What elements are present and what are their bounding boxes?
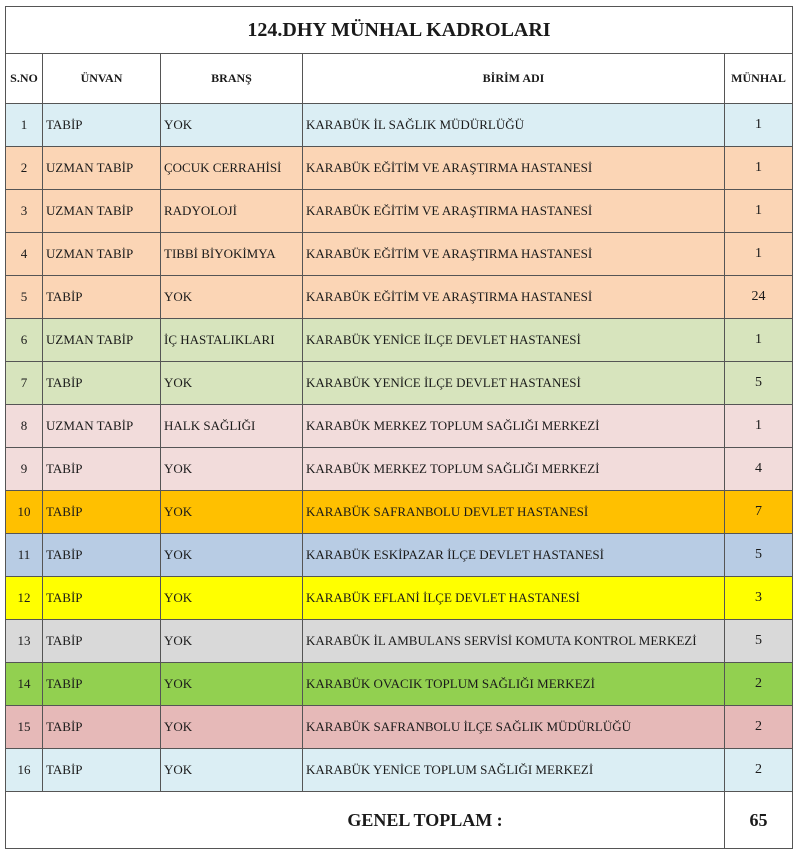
cell-birim: KARABÜK EĞİTİM VE ARAŞTIRMA HASTANESİ — [303, 190, 725, 233]
cell-birim: KARABÜK İL AMBULANS SERVİSİ KOMUTA KONTROL MERKEZİ — [303, 620, 725, 663]
cell-sno: 3 — [6, 190, 43, 233]
total-value: 65 — [725, 792, 793, 849]
cell-munhal: 1 — [725, 405, 793, 448]
cell-brans: YOK — [161, 749, 303, 792]
table-row — [6, 147, 793, 190]
cell-sno: 11 — [6, 534, 43, 577]
cell-unvan: TABİP — [43, 276, 161, 319]
cell-sno: 6 — [6, 319, 43, 362]
table-row — [6, 491, 793, 534]
cell-brans: YOK — [161, 491, 303, 534]
cell-munhal: 7 — [725, 491, 793, 534]
table-row — [6, 448, 793, 491]
cell-birim: KARABÜK OVACIK TOPLUM SAĞLIĞI MERKEZİ — [303, 663, 725, 706]
header-munhal: MÜNHAL — [725, 54, 793, 104]
cell-unvan: UZMAN TABİP — [43, 190, 161, 233]
cell-birim: KARABÜK İL SAĞLIK MÜDÜRLÜĞÜ — [303, 104, 725, 147]
cell-sno: 1 — [6, 104, 43, 147]
cell-unvan: UZMAN TABİP — [43, 233, 161, 276]
cell-birim: KARABÜK EFLANİ İLÇE DEVLET HASTANESİ — [303, 577, 725, 620]
vacancy-table — [5, 6, 793, 849]
cell-brans: YOK — [161, 663, 303, 706]
table-row — [6, 362, 793, 405]
cell-sno: 10 — [6, 491, 43, 534]
table-row — [6, 663, 793, 706]
cell-munhal: 5 — [725, 534, 793, 577]
cell-munhal: 2 — [725, 706, 793, 749]
cell-sno: 4 — [6, 233, 43, 276]
cell-birim: KARABÜK YENİCE TOPLUM SAĞLIĞI MERKEZİ — [303, 749, 725, 792]
table-row — [6, 620, 793, 663]
cell-munhal: 1 — [725, 190, 793, 233]
cell-unvan: TABİP — [43, 706, 161, 749]
cell-sno: 8 — [6, 405, 43, 448]
cell-birim: KARABÜK EĞİTİM VE ARAŞTIRMA HASTANESİ — [303, 276, 725, 319]
cell-munhal: 5 — [725, 362, 793, 405]
cell-unvan: UZMAN TABİP — [43, 405, 161, 448]
header-sno: S.NO — [6, 54, 43, 104]
cell-sno: 12 — [6, 577, 43, 620]
cell-brans: İÇ HASTALIKLARI — [161, 319, 303, 362]
cell-unvan: TABİP — [43, 362, 161, 405]
cell-brans: YOK — [161, 362, 303, 405]
cell-birim: KARABÜK MERKEZ TOPLUM SAĞLIĞI MERKEZİ — [303, 448, 725, 491]
table-body — [6, 104, 793, 792]
cell-munhal: 1 — [725, 233, 793, 276]
table-row — [6, 233, 793, 276]
table-row — [6, 749, 793, 792]
cell-brans: YOK — [161, 534, 303, 577]
cell-unvan: UZMAN TABİP — [43, 319, 161, 362]
cell-unvan: TABİP — [43, 577, 161, 620]
header-unvan: ÜNVAN — [43, 54, 161, 104]
header-birim: BİRİM ADI — [303, 54, 725, 104]
cell-sno: 16 — [6, 749, 43, 792]
cell-brans: YOK — [161, 448, 303, 491]
cell-birim: KARABÜK SAFRANBOLU DEVLET HASTANESİ — [303, 491, 725, 534]
cell-unvan: UZMAN TABİP — [43, 147, 161, 190]
cell-brans: RADYOLOJİ — [161, 190, 303, 233]
cell-sno: 2 — [6, 147, 43, 190]
cell-sno: 5 — [6, 276, 43, 319]
cell-birim: KARABÜK EĞİTİM VE ARAŞTIRMA HASTANESİ — [303, 147, 725, 190]
cell-unvan: TABİP — [43, 749, 161, 792]
cell-brans: YOK — [161, 276, 303, 319]
cell-munhal: 3 — [725, 577, 793, 620]
table-row — [6, 190, 793, 233]
cell-sno: 15 — [6, 706, 43, 749]
total-label: GENEL TOPLAM : — [6, 792, 725, 849]
cell-sno: 9 — [6, 448, 43, 491]
cell-munhal: 1 — [725, 104, 793, 147]
cell-munhal: 1 — [725, 319, 793, 362]
cell-munhal: 2 — [725, 663, 793, 706]
cell-unvan: TABİP — [43, 620, 161, 663]
cell-sno: 14 — [6, 663, 43, 706]
cell-birim: KARABÜK MERKEZ TOPLUM SAĞLIĞI MERKEZİ — [303, 405, 725, 448]
cell-unvan: TABİP — [43, 448, 161, 491]
footer-row — [6, 792, 793, 849]
cell-sno: 13 — [6, 620, 43, 663]
cell-unvan: TABİP — [43, 534, 161, 577]
cell-birim: KARABÜK YENİCE İLÇE DEVLET HASTANESİ — [303, 319, 725, 362]
cell-unvan: TABİP — [43, 104, 161, 147]
cell-munhal: 2 — [725, 749, 793, 792]
cell-birim: KARABÜK SAFRANBOLU İLÇE SAĞLIK MÜDÜRLÜĞÜ — [303, 706, 725, 749]
cell-munhal: 5 — [725, 620, 793, 663]
cell-brans: TIBBİ BİYOKİMYA — [161, 233, 303, 276]
table-row — [6, 319, 793, 362]
cell-birim: KARABÜK ESKİPAZAR İLÇE DEVLET HASTANESİ — [303, 534, 725, 577]
cell-sno: 7 — [6, 362, 43, 405]
cell-munhal: 4 — [725, 448, 793, 491]
table-row — [6, 405, 793, 448]
header-brans: BRANŞ — [161, 54, 303, 104]
table-title: 124.DHY MÜNHAL KADROLARI — [6, 7, 793, 54]
cell-munhal: 24 — [725, 276, 793, 319]
cell-brans: HALK SAĞLIĞI — [161, 405, 303, 448]
cell-munhal: 1 — [725, 147, 793, 190]
cell-unvan: TABİP — [43, 663, 161, 706]
table-row — [6, 577, 793, 620]
table-row — [6, 276, 793, 319]
cell-unvan: TABİP — [43, 491, 161, 534]
cell-brans: YOK — [161, 706, 303, 749]
cell-brans: ÇOCUK CERRAHİSİ — [161, 147, 303, 190]
cell-brans: YOK — [161, 577, 303, 620]
table-row — [6, 534, 793, 577]
cell-birim: KARABÜK YENİCE İLÇE DEVLET HASTANESİ — [303, 362, 725, 405]
cell-brans: YOK — [161, 104, 303, 147]
table-row — [6, 706, 793, 749]
table-row — [6, 104, 793, 147]
cell-brans: YOK — [161, 620, 303, 663]
cell-birim: KARABÜK EĞİTİM VE ARAŞTIRMA HASTANESİ — [303, 233, 725, 276]
header-row — [6, 54, 793, 104]
